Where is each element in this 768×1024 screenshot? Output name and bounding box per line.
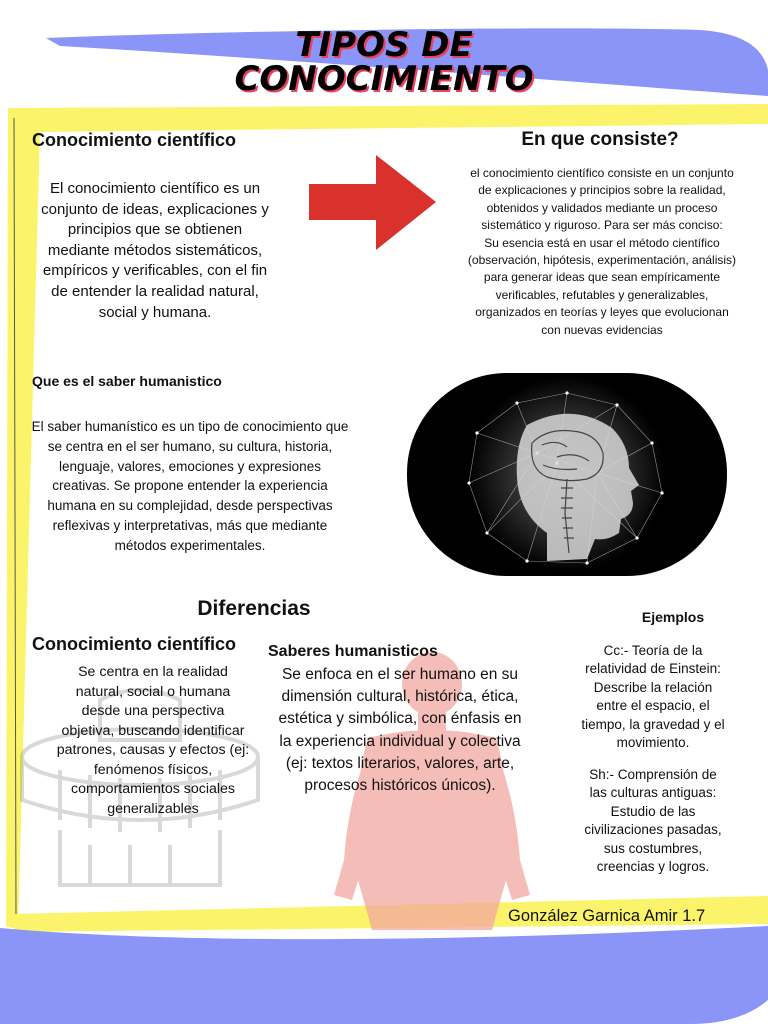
poster-title-line2: CONOCIMIENTO <box>234 59 534 99</box>
humanistico-paragraph <box>2 417 378 556</box>
author-credit: González Garnica Amir 1.7 <box>508 907 706 925</box>
diferencias-humanisticos-line: dimensión cultural, histórica, ética, <box>281 688 519 706</box>
cientifico-heading: Conocimiento científico <box>32 130 237 150</box>
ejemplo-sh-line: creencias y logros. <box>596 859 710 875</box>
consiste-line: el conocimiento científico consiste en un conjunto <box>470 166 734 180</box>
diferencias-humanisticos-heading: Saberes humanisticos <box>268 643 438 660</box>
diferencias-humanisticos-line: (ej: textos literarios, valores, arte, <box>285 754 515 772</box>
ejemplo-cc-line: Describe la relación <box>593 679 713 695</box>
cientifico-line: empíricos y verificables, con el fin <box>42 262 268 280</box>
ejemplo-cc-line: tiempo, la gravedad y el <box>581 716 725 732</box>
humanistico-line: métodos experimentales. <box>114 537 266 553</box>
diferencias-cientifico-line: natural, social o humana <box>75 683 231 700</box>
humanistico-heading: Que es el saber humanistico <box>32 373 222 389</box>
ejemplos-heading: Ejemplos <box>641 609 705 625</box>
ejemplo-sh-line: las culturas antiguas: <box>589 785 717 801</box>
ejemplo-cc-paragraph <box>564 642 742 752</box>
diferencias-heading: Diferencias <box>197 597 311 620</box>
cientifico-line: El conocimiento científico es un <box>49 180 261 197</box>
diferencias-cientifico-paragraph <box>18 663 288 819</box>
diferencias-humanisticos-line: la experiencia individual y colectiva <box>279 732 521 750</box>
cientifico-line: social y humana. <box>98 303 212 321</box>
ejemplo-sh-line: sus costumbres, <box>603 840 703 856</box>
humanistico-line: humana en su complejidad, desde perspectivas <box>47 498 333 514</box>
consiste-paragraph <box>440 165 764 339</box>
red-arrow <box>309 155 436 250</box>
ejemplo-cc-line: movimiento. <box>616 735 690 751</box>
humanistico-line: creativas. Se propone entender la experiencia <box>52 478 328 494</box>
humanistico-line: se centra en el ser humano, su cultura, historia, <box>47 438 333 454</box>
diferencias-humanisticos-line: estética y simbólica, con énfasis en <box>278 710 522 728</box>
cientifico-line: de entender la realidad natural, <box>51 282 259 300</box>
diferencias-humanisticos-line: Se enfoca en el ser humano en su <box>281 666 519 683</box>
diferencias-cientifico-line: comportamientos sociales <box>70 781 235 797</box>
consiste-line: organizados en teorías y leyes que evolucionan <box>475 305 729 320</box>
consiste-line: Su esencia está en usar el método científico <box>484 235 720 250</box>
diferencias-humanisticos-paragraph <box>256 664 544 797</box>
ejemplo-sh-line: Sh:- Comprensión de <box>589 767 717 782</box>
diferencias-cientifico-line: Se centra en la realidad <box>78 664 228 680</box>
consiste-line: obtenidos y validados mediante un proceso <box>486 200 718 215</box>
consiste-line: de explicaciones y principios sobre la realidad, <box>478 183 726 198</box>
diferencias-cientifico-heading: Conocimiento científico <box>32 634 237 654</box>
brain-head-image <box>407 373 727 576</box>
diferencias-cientifico-line: objetiva, buscando identificar <box>61 722 245 739</box>
consiste-heading: En que consiste? <box>521 129 679 150</box>
ejemplo-sh-line: Estudio de las <box>610 803 696 819</box>
consiste-line: para generar ideas que sean empíricamente <box>483 270 721 285</box>
ejemplo-sh-paragraph <box>564 766 742 876</box>
diferencias-humanisticos-line: procesos históricos únicos). <box>304 777 496 795</box>
diferencias-cientifico-line: generalizables <box>107 800 199 817</box>
cientifico-line: mediante métodos sistemáticos, <box>47 241 263 259</box>
ejemplo-sh-line: civilizaciones pasadas, <box>584 822 722 838</box>
consiste-line: (observación, hipótesis, experimentación, análisis) <box>467 253 737 268</box>
consiste-line: sistemático y riguroso. Para ser más conciso: <box>481 218 723 233</box>
humanistico-line: El saber humanístico es un tipo de conocimiento que <box>31 419 349 434</box>
poster-title-line1: TIPOS DE <box>295 25 473 65</box>
ejemplo-cc-line: entre el espacio, el <box>596 698 710 714</box>
humanistico-line: reflexivas y interpretativas, más que mediante <box>52 517 328 533</box>
consiste-line: verificables, refutables y generalizables, <box>495 287 709 302</box>
diferencias-cientifico-line: desde una perspectiva <box>81 703 225 719</box>
cientifico-line: conjunto de ideas, explicaciones y <box>41 200 269 218</box>
diferencias-cientifico-line: patrones, causas y efectos (ej: <box>56 742 250 758</box>
cientifico-line: principios que se obtienen <box>67 221 243 239</box>
cientifico-paragraph <box>20 179 290 323</box>
consiste-line: con nuevas evidencias <box>541 322 663 337</box>
ejemplo-cc-line: Cc:- Teoría de la <box>603 643 703 658</box>
ejemplo-cc-line: relatividad de Einstein: <box>585 661 721 677</box>
diferencias-cientifico-line: fenómenos físicos, <box>93 761 213 778</box>
humanistico-line: lenguaje, valores, emociones y expresiones <box>59 458 321 474</box>
